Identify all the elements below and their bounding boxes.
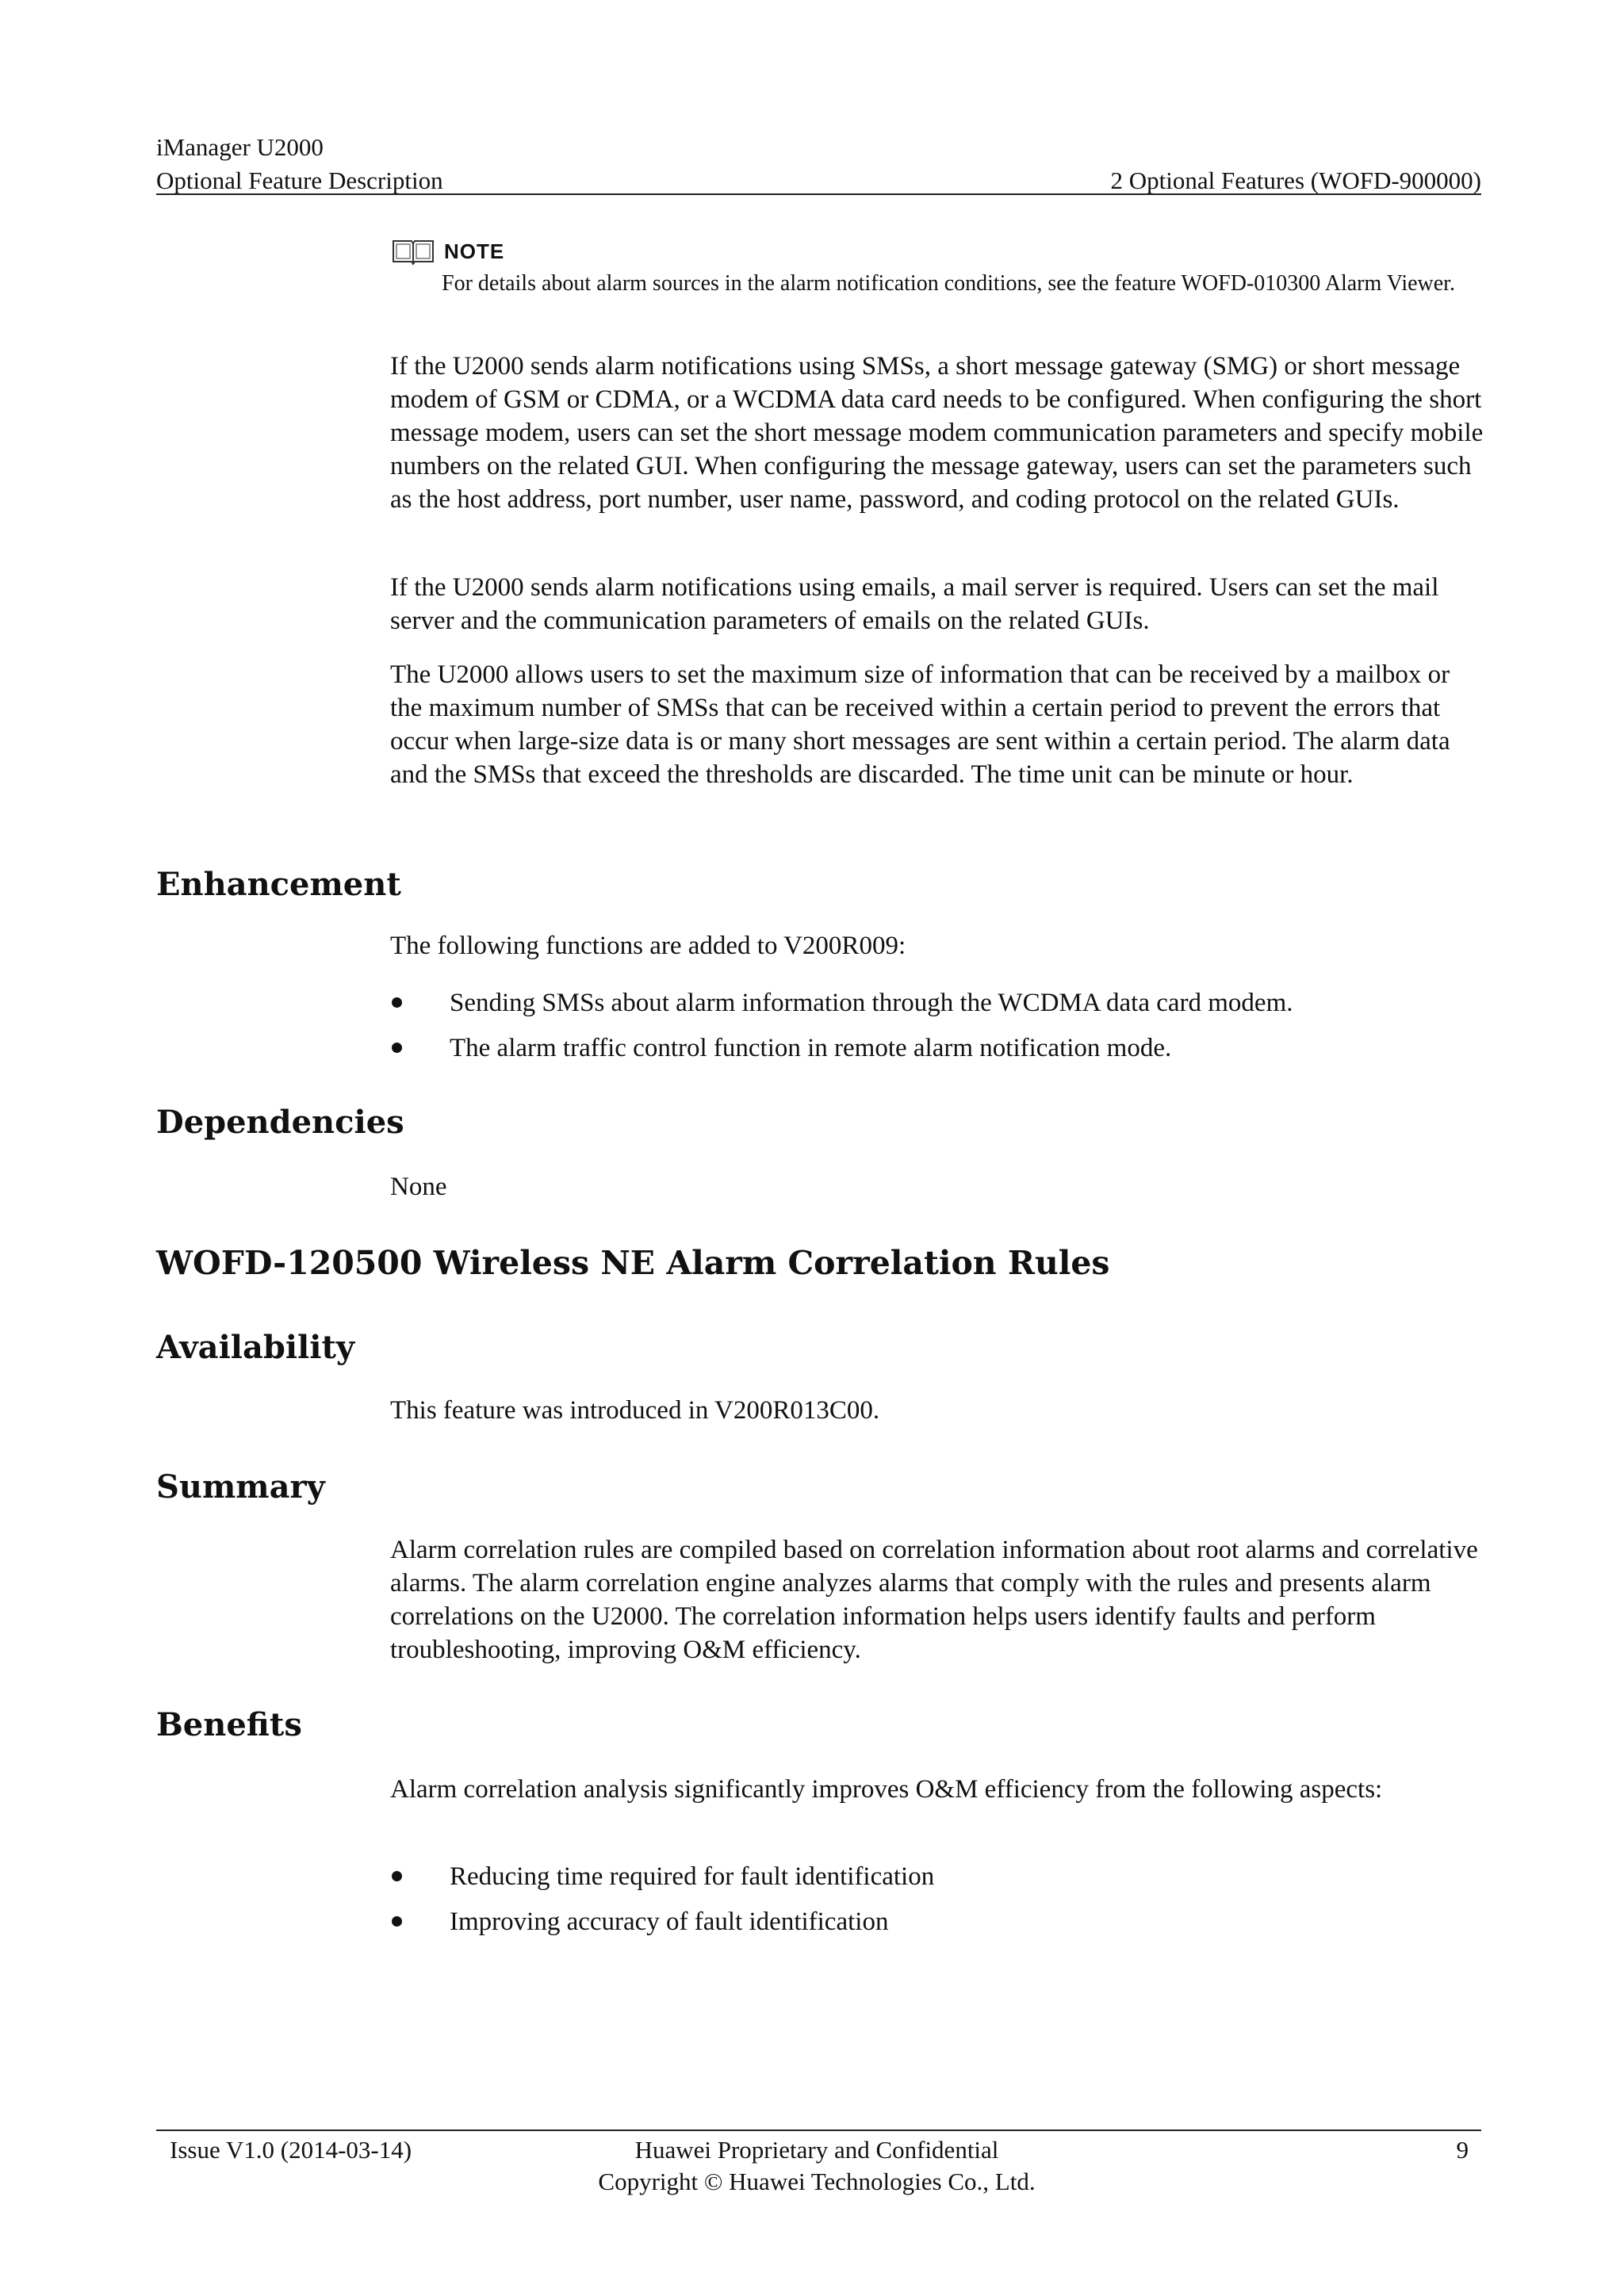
footer-copyright: Copyright © Huawei Technologies Co., Ltd. <box>598 2168 1036 2195</box>
dependencies-text: None <box>390 1173 447 1201</box>
bullet-icon <box>392 1916 402 1927</box>
list-item-text: Sending SMSs about alarm information through the WCDMA data card modem. <box>450 989 1293 1017</box>
heading-summary: Summary <box>156 1468 325 1506</box>
heading-availability: Availability <box>156 1329 355 1366</box>
footer-divider <box>156 2130 1481 2131</box>
bullet-icon <box>392 1043 402 1053</box>
heading-enhancement: Enhancement <box>156 866 401 903</box>
book-icon <box>390 236 436 266</box>
note-header <box>390 236 504 266</box>
paragraph-email: If the U2000 sends alarm notifications using emails, a mail server is required. Users can set the mail server and the communication parameters of emails on the related GUIs. <box>390 573 1439 635</box>
list-item-text: Improving accuracy of fault identification <box>450 1908 889 1936</box>
paragraph-limits: The U2000 allows users to set the maximum size of information that can be received by a mailbox or the maximum number of SMSs that can be received within a certain period to prevent the errors that occur when large-size data is or many short messages are sent within a certain period. The alarm data and the SMSs that exceed the thresholds are discarded. The time unit can be minute or hour. <box>390 660 1450 789</box>
footer-issue: Issue V1.0 (2014-03-14) <box>170 2136 412 2164</box>
bullet-icon <box>392 997 402 1008</box>
header-divider <box>156 193 1481 195</box>
list-item-text: Reducing time required for fault identification <box>450 1862 935 1891</box>
paragraph-sms: If the U2000 sends alarm notifications using SMSs, a short message gateway (SMG) or short message modem of GSM or CDMA, or a WCDMA data card needs to be configured. When configuring the short message modem, users can set the short message modem communication parameters and specify mobile numbers on the related GUI. When configuring the message gateway, users can set the parameters such as the host address, port number, user name, password, and coding protocol on the related GUIs. <box>390 352 1484 514</box>
footer-center <box>515 2134 1118 2198</box>
heading-benefits: Benefits <box>156 1706 302 1743</box>
heading-dependencies: Dependencies <box>156 1104 404 1141</box>
footer-confidential: Huawei Proprietary and Confidential <box>634 2136 999 2164</box>
feature-title: WOFD-120500 Wireless NE Alarm Correlation Rules <box>156 1244 1110 1282</box>
note-label: NOTE <box>444 239 505 263</box>
list-item-text: The alarm traffic control function in remote alarm notification mode. <box>450 1034 1172 1062</box>
header-product: iManager U2000 <box>156 133 324 161</box>
note-text: For details about alarm sources in the alarm notification conditions, see the feature WOFD-010300 Alarm Viewer. <box>442 271 1455 296</box>
page-number: 9 <box>1456 2136 1469 2164</box>
header-doc-title: Optional Feature Description <box>156 166 443 194</box>
benefits-intro: Alarm correlation analysis significantly improves O&M efficiency from the following aspects: <box>390 1775 1383 1804</box>
bullet-icon <box>392 1871 402 1881</box>
summary-text: Alarm correlation rules are compiled based on correlation information about root alarms and correlative alarms. The alarm correlation engine analyzes alarms that comply with the rules and presents alarm correlations on the U2000. The correlation information helps users identify faults and perform troubleshooting, improving O&M efficiency. <box>390 1536 1478 1664</box>
enhancement-intro: The following functions are added to V200R009: <box>390 932 906 960</box>
availability-text: This feature was introduced in V200R013C00. <box>390 1396 880 1425</box>
header-chapter: 2 Optional Features (WOFD-900000) <box>1110 166 1481 194</box>
